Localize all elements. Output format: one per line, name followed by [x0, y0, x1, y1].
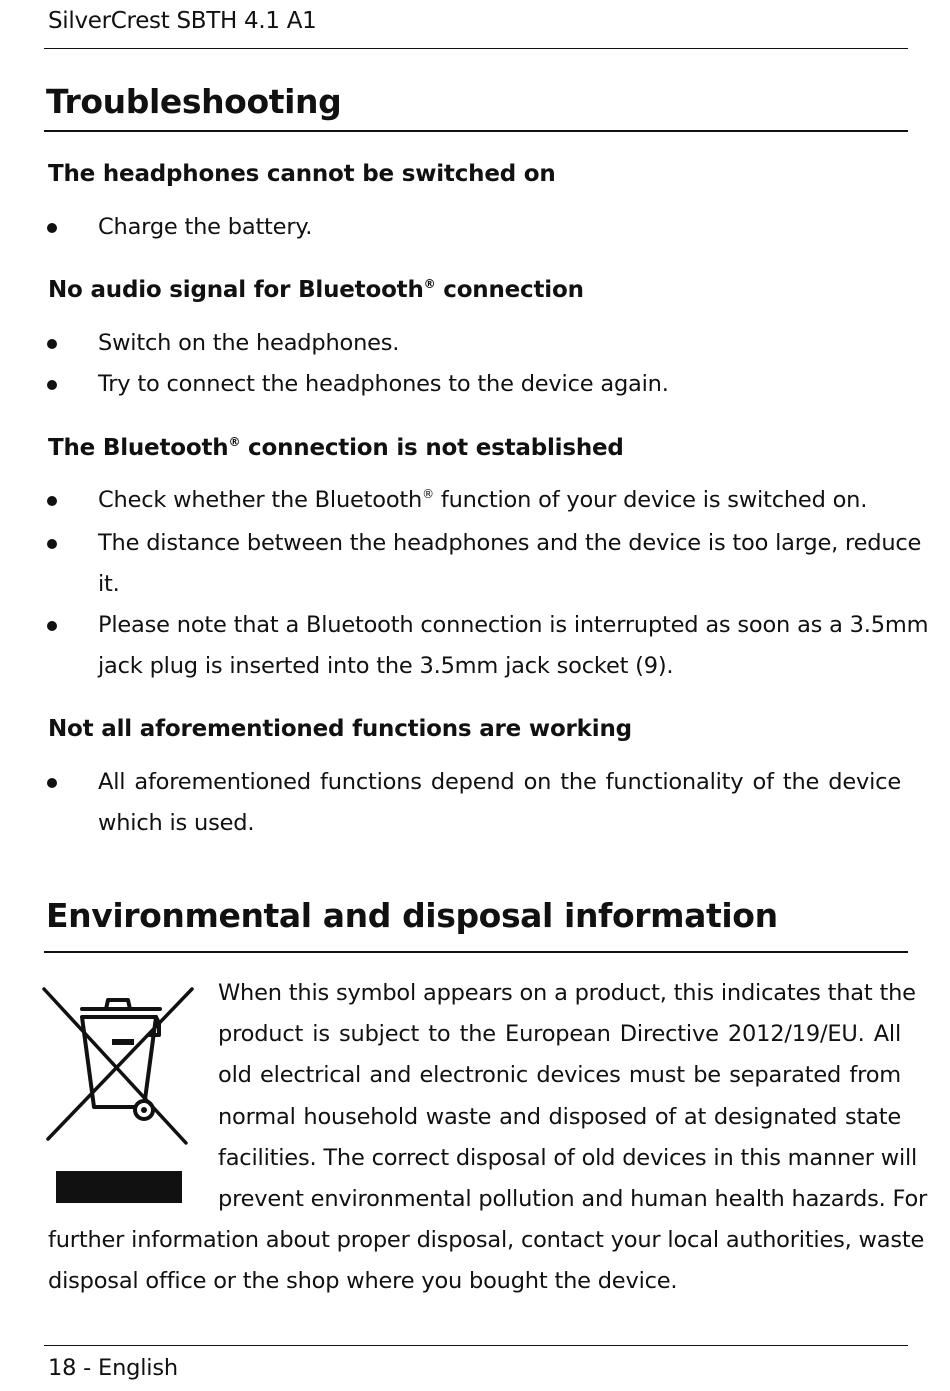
- registered-mark: ®: [422, 487, 434, 501]
- environment-heading: Environmental and disposal information: [46, 896, 778, 935]
- bullet-icon: [47, 621, 57, 631]
- crossed-out-wheelie-bin-icon: [40, 983, 200, 1205]
- bullet-icon: [47, 778, 57, 788]
- issue-title-no-audio: No audio signal for Bluetooth® connection: [48, 277, 584, 303]
- troubleshooting-divider: [44, 130, 908, 132]
- issue-title-switch-on: The headphones cannot be switched on: [48, 161, 556, 187]
- disposal-text-line: prevent environmental pollution and human health hazards. For: [218, 1186, 928, 1212]
- bullet-icon: [47, 496, 57, 506]
- footer-divider: [44, 1345, 908, 1346]
- page-number: 18 - English: [48, 1355, 178, 1381]
- bullet-icon: [47, 380, 57, 390]
- list-item: Please note that a Bluetooth connection is interrupted as soon as a 3.5mm: [98, 612, 929, 638]
- list-item: Charge the battery.: [98, 214, 313, 240]
- list-item: Try to connect the headphones to the device again.: [98, 371, 669, 397]
- troubleshooting-heading: Troubleshooting: [46, 82, 342, 121]
- header-divider: [44, 48, 908, 49]
- disposal-text-line: product is subject to the European Directive 2012/19/EU. All: [218, 1021, 901, 1047]
- list-item: The distance between the headphones and the device is too large, reduce: [98, 530, 922, 556]
- issue-title-functions: Not all aforementioned functions are working: [48, 716, 632, 742]
- issue-title-not-established: The Bluetooth® connection is not established: [48, 435, 624, 461]
- disposal-text-line: facilities. The correct disposal of old devices in this manner will: [218, 1145, 918, 1171]
- disposal-text-line: When this symbol appears on a product, this indicates that the: [218, 980, 916, 1006]
- disposal-text-line: disposal office or the shop where you bought the device.: [48, 1268, 678, 1294]
- disposal-text-line: further information about proper disposal, contact your local authorities, waste: [48, 1227, 925, 1253]
- registered-mark: ®: [423, 277, 436, 291]
- bullet-icon: [47, 539, 57, 549]
- list-item: Switch on the headphones.: [98, 330, 400, 356]
- environment-divider: [44, 951, 908, 953]
- registered-mark: ®: [228, 435, 241, 449]
- list-item-continuation: which is used.: [98, 810, 255, 836]
- bullet-icon: [47, 223, 57, 233]
- bullet-icon: [47, 339, 57, 349]
- list-item-continuation: jack plug is inserted into the 3.5mm jack socket (9).: [98, 653, 674, 679]
- list-item-continuation: it.: [98, 571, 120, 597]
- disposal-text-line: old electrical and electronic devices must be separated from: [218, 1062, 901, 1088]
- document-header: SilverCrest SBTH 4.1 A1: [48, 8, 317, 34]
- disposal-text-line: normal household waste and disposed of at designated state: [218, 1104, 901, 1130]
- list-item: All aforementioned functions depend on the functionality of the device: [98, 769, 901, 795]
- list-item: Check whether the Bluetooth® function of your device is switched on.: [98, 487, 868, 513]
